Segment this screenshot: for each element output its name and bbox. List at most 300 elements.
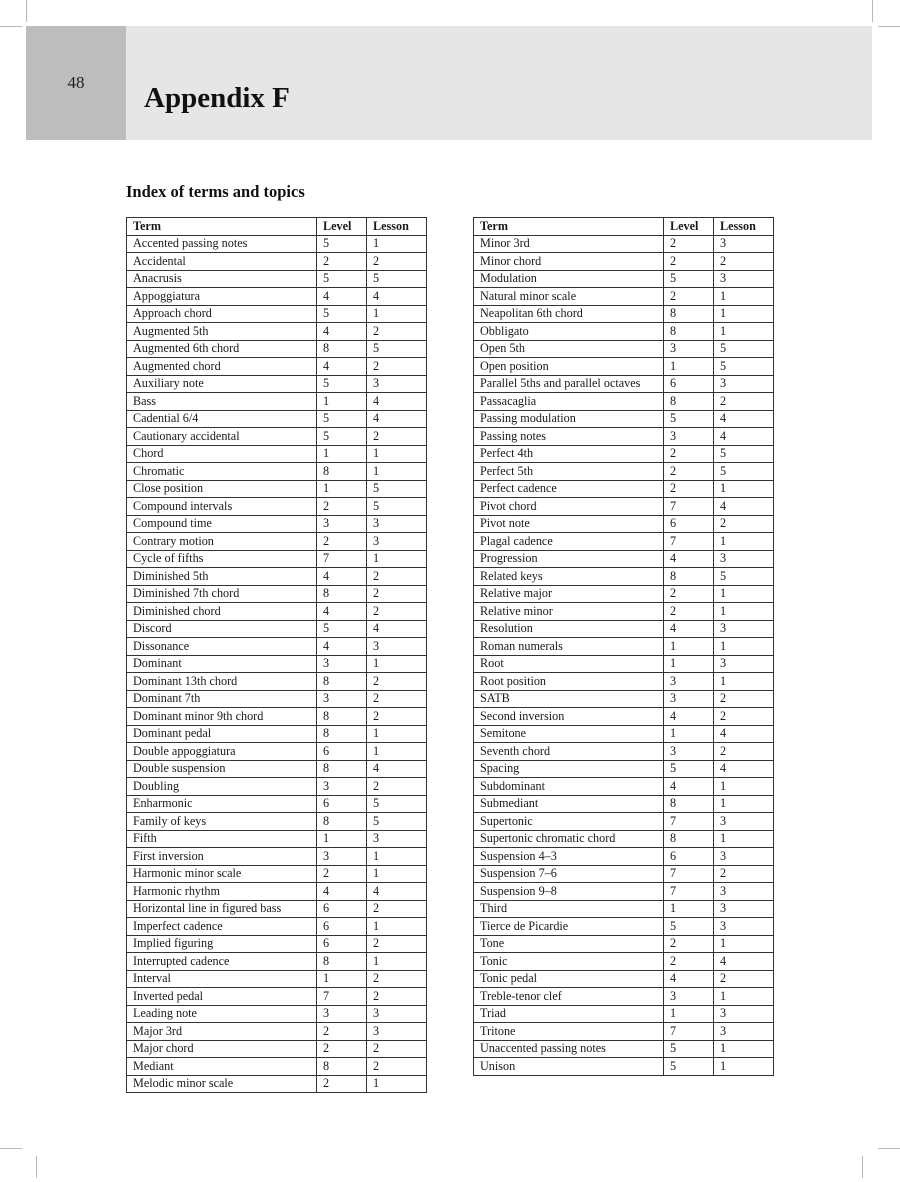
term-cell: Fifth: [127, 830, 317, 848]
lesson-cell: 1: [714, 673, 774, 691]
level-cell: 3: [317, 778, 367, 796]
table-row: [474, 760, 774, 778]
lesson-cell: 2: [714, 708, 774, 726]
level-cell: 4: [664, 620, 714, 638]
lesson-cell: 5: [367, 813, 427, 831]
table-row: [474, 830, 774, 848]
level-cell: 7: [664, 883, 714, 901]
level-cell: 4: [317, 883, 367, 901]
table-row: [127, 813, 427, 831]
level-cell: 1: [317, 445, 367, 463]
term-cell: Cadential 6/4: [127, 410, 317, 428]
crop-mark: [862, 1156, 863, 1178]
lesson-cell: 1: [714, 830, 774, 848]
table-row: [474, 340, 774, 358]
term-cell: Accidental: [127, 253, 317, 271]
term-cell: Double appoggiatura: [127, 743, 317, 761]
lesson-cell: 4: [714, 725, 774, 743]
lesson-cell: 4: [367, 410, 427, 428]
table-row: [127, 1075, 427, 1093]
term-cell: Major 3rd: [127, 1023, 317, 1041]
lesson-cell: 1: [714, 288, 774, 306]
level-cell: 5: [317, 375, 367, 393]
lesson-cell: 1: [714, 603, 774, 621]
level-cell: 1: [317, 830, 367, 848]
table-row: [474, 690, 774, 708]
level-cell: 8: [317, 463, 367, 481]
lesson-cell: 2: [367, 253, 427, 271]
term-cell: Diminished 7th chord: [127, 585, 317, 603]
level-cell: 1: [317, 393, 367, 411]
level-cell: 4: [664, 970, 714, 988]
term-cell: Root: [474, 655, 664, 673]
term-cell: Dominant minor 9th chord: [127, 708, 317, 726]
index-table-left: [126, 217, 427, 1093]
table-row: [474, 988, 774, 1006]
level-cell: 6: [317, 918, 367, 936]
column-header-term: Term: [474, 218, 664, 236]
term-cell: Dissonance: [127, 638, 317, 656]
term-cell: Interrupted cadence: [127, 953, 317, 971]
table-row: [127, 323, 427, 341]
term-cell: Semitone: [474, 725, 664, 743]
term-cell: Passing notes: [474, 428, 664, 446]
level-cell: 4: [317, 323, 367, 341]
table-row: [127, 638, 427, 656]
term-cell: Obbligato: [474, 323, 664, 341]
level-cell: 2: [317, 1040, 367, 1058]
lesson-cell: 3: [714, 550, 774, 568]
term-cell: Neapolitan 6th chord: [474, 305, 664, 323]
lesson-cell: 4: [714, 498, 774, 516]
lesson-cell: 1: [367, 743, 427, 761]
table-row: [127, 725, 427, 743]
level-cell: 8: [317, 1058, 367, 1076]
table-row: [474, 568, 774, 586]
table-row: [127, 463, 427, 481]
table-row: [127, 918, 427, 936]
lesson-cell: 1: [714, 585, 774, 603]
term-cell: Family of keys: [127, 813, 317, 831]
level-cell: 2: [317, 865, 367, 883]
term-cell: Unison: [474, 1058, 664, 1076]
term-cell: Augmented 5th: [127, 323, 317, 341]
table-row: [474, 953, 774, 971]
level-cell: 6: [317, 900, 367, 918]
level-cell: 1: [664, 358, 714, 376]
term-cell: Open 5th: [474, 340, 664, 358]
table-row: [127, 603, 427, 621]
level-cell: 2: [664, 288, 714, 306]
lesson-cell: 3: [714, 1023, 774, 1041]
lesson-cell: 5: [714, 358, 774, 376]
table-row: [127, 743, 427, 761]
level-cell: 5: [664, 1040, 714, 1058]
lesson-cell: 2: [367, 935, 427, 953]
level-cell: 3: [317, 848, 367, 866]
lesson-cell: 2: [367, 690, 427, 708]
level-cell: 6: [664, 848, 714, 866]
lesson-cell: 1: [714, 935, 774, 953]
term-cell: Pivot note: [474, 515, 664, 533]
header-band: [26, 26, 872, 140]
table-row: [474, 918, 774, 936]
table-row: [474, 813, 774, 831]
level-cell: 8: [664, 305, 714, 323]
table-row: [474, 725, 774, 743]
index-table-right-body: [474, 235, 774, 1075]
table-row: [127, 340, 427, 358]
table-row: [127, 585, 427, 603]
term-cell: Contrary motion: [127, 533, 317, 551]
table-row: [474, 673, 774, 691]
term-cell: Relative minor: [474, 603, 664, 621]
lesson-cell: 4: [367, 620, 427, 638]
level-cell: 3: [317, 1005, 367, 1023]
level-cell: 4: [664, 708, 714, 726]
term-cell: Triad: [474, 1005, 664, 1023]
lesson-cell: 2: [367, 585, 427, 603]
table-row: [474, 655, 774, 673]
crop-mark: [0, 1148, 22, 1149]
term-cell: Imperfect cadence: [127, 918, 317, 936]
term-cell: Minor chord: [474, 253, 664, 271]
table-row: [127, 760, 427, 778]
lesson-cell: 1: [714, 638, 774, 656]
level-cell: 7: [317, 550, 367, 568]
term-cell: Roman numerals: [474, 638, 664, 656]
lesson-cell: 2: [367, 358, 427, 376]
table-row: [474, 498, 774, 516]
table-row: [474, 515, 774, 533]
term-cell: Tierce de Picardie: [474, 918, 664, 936]
lesson-cell: 2: [367, 1058, 427, 1076]
lesson-cell: 3: [367, 1023, 427, 1041]
level-cell: 2: [664, 445, 714, 463]
table-row: [127, 568, 427, 586]
table-row: [127, 988, 427, 1006]
level-cell: 5: [317, 428, 367, 446]
table-row: [474, 848, 774, 866]
level-cell: 3: [664, 743, 714, 761]
lesson-cell: 5: [367, 480, 427, 498]
lesson-cell: 4: [714, 953, 774, 971]
lesson-cell: 1: [367, 655, 427, 673]
lesson-cell: 1: [367, 848, 427, 866]
term-cell: Close position: [127, 480, 317, 498]
table-row: [474, 883, 774, 901]
table-row: [474, 935, 774, 953]
table-row: [474, 270, 774, 288]
table-row: [127, 883, 427, 901]
lesson-cell: 4: [367, 288, 427, 306]
lesson-cell: 1: [367, 445, 427, 463]
table-row: [474, 1058, 774, 1076]
lesson-cell: 2: [367, 673, 427, 691]
table-row: [474, 393, 774, 411]
table-row: [127, 305, 427, 323]
term-cell: SATB: [474, 690, 664, 708]
table-row: [474, 708, 774, 726]
table-row: [474, 445, 774, 463]
term-cell: Melodic minor scale: [127, 1075, 317, 1093]
level-cell: 1: [664, 725, 714, 743]
lesson-cell: 2: [367, 970, 427, 988]
lesson-cell: 3: [367, 375, 427, 393]
lesson-cell: 1: [367, 1075, 427, 1093]
term-cell: Passing modulation: [474, 410, 664, 428]
table-row: [127, 445, 427, 463]
term-cell: Appoggiatura: [127, 288, 317, 306]
term-cell: Natural minor scale: [474, 288, 664, 306]
term-cell: First inversion: [127, 848, 317, 866]
table-row: [127, 533, 427, 551]
level-cell: 4: [317, 603, 367, 621]
section-title: Index of terms and topics: [126, 182, 305, 201]
level-cell: 2: [664, 253, 714, 271]
term-cell: Open position: [474, 358, 664, 376]
term-cell: Second inversion: [474, 708, 664, 726]
table-row: [127, 498, 427, 516]
lesson-cell: 2: [367, 603, 427, 621]
table-row: [474, 743, 774, 761]
lesson-cell: 1: [714, 533, 774, 551]
lesson-cell: 1: [714, 480, 774, 498]
lesson-cell: 2: [367, 568, 427, 586]
lesson-cell: 3: [714, 918, 774, 936]
lesson-cell: 3: [367, 515, 427, 533]
term-cell: Tonic pedal: [474, 970, 664, 988]
level-cell: 3: [317, 690, 367, 708]
lesson-cell: 5: [714, 445, 774, 463]
level-cell: 2: [664, 463, 714, 481]
column-header-level: Level: [317, 218, 367, 236]
level-cell: 3: [664, 988, 714, 1006]
lesson-cell: 1: [714, 305, 774, 323]
term-cell: Third: [474, 900, 664, 918]
lesson-cell: 2: [367, 708, 427, 726]
term-cell: Mediant: [127, 1058, 317, 1076]
level-cell: 8: [664, 830, 714, 848]
lesson-cell: 4: [367, 760, 427, 778]
table-row: [127, 708, 427, 726]
table-row: [127, 935, 427, 953]
level-cell: 6: [664, 375, 714, 393]
lesson-cell: 1: [714, 1058, 774, 1076]
level-cell: 3: [664, 340, 714, 358]
level-cell: 5: [317, 235, 367, 253]
table-row: [127, 235, 427, 253]
level-cell: 6: [317, 795, 367, 813]
crop-mark: [26, 0, 27, 22]
table-row: [474, 463, 774, 481]
term-cell: Spacing: [474, 760, 664, 778]
lesson-cell: 1: [367, 953, 427, 971]
level-cell: 3: [664, 428, 714, 446]
level-cell: 2: [317, 1075, 367, 1093]
crop-mark: [0, 26, 22, 27]
lesson-cell: 2: [367, 900, 427, 918]
table-row: [127, 970, 427, 988]
term-cell: Pivot chord: [474, 498, 664, 516]
term-cell: Perfect 4th: [474, 445, 664, 463]
term-cell: Supertonic chromatic chord: [474, 830, 664, 848]
table-row: [127, 620, 427, 638]
term-cell: Cautionary accidental: [127, 428, 317, 446]
lesson-cell: 4: [714, 760, 774, 778]
level-cell: 2: [317, 253, 367, 271]
lesson-cell: 2: [367, 988, 427, 1006]
lesson-cell: 3: [714, 655, 774, 673]
lesson-cell: 5: [367, 270, 427, 288]
lesson-cell: 1: [714, 795, 774, 813]
lesson-cell: 1: [714, 323, 774, 341]
lesson-cell: 5: [714, 463, 774, 481]
column-header-level: Level: [664, 218, 714, 236]
table-row: [127, 480, 427, 498]
term-cell: Double suspension: [127, 760, 317, 778]
lesson-cell: 3: [714, 620, 774, 638]
level-cell: 8: [664, 795, 714, 813]
term-cell: Submediant: [474, 795, 664, 813]
term-cell: Treble-tenor clef: [474, 988, 664, 1006]
lesson-cell: 2: [714, 393, 774, 411]
table-row: [127, 358, 427, 376]
term-cell: Discord: [127, 620, 317, 638]
term-cell: Harmonic minor scale: [127, 865, 317, 883]
term-cell: Auxiliary note: [127, 375, 317, 393]
level-cell: 5: [317, 270, 367, 288]
level-cell: 8: [317, 708, 367, 726]
term-cell: Related keys: [474, 568, 664, 586]
table-row: [474, 305, 774, 323]
table-row: [474, 550, 774, 568]
lesson-cell: 1: [714, 988, 774, 1006]
level-cell: 1: [664, 1005, 714, 1023]
lesson-cell: 2: [367, 778, 427, 796]
term-cell: Modulation: [474, 270, 664, 288]
table-row: [474, 603, 774, 621]
term-cell: Enharmonic: [127, 795, 317, 813]
term-cell: Unaccented passing notes: [474, 1040, 664, 1058]
table-row: [127, 253, 427, 271]
table-row: [127, 795, 427, 813]
lesson-cell: 2: [714, 865, 774, 883]
table-row: [127, 1040, 427, 1058]
lesson-cell: 2: [714, 515, 774, 533]
term-cell: Inverted pedal: [127, 988, 317, 1006]
table-row: [474, 1040, 774, 1058]
lesson-cell: 5: [367, 340, 427, 358]
term-cell: Interval: [127, 970, 317, 988]
term-cell: Chromatic: [127, 463, 317, 481]
level-cell: 1: [317, 480, 367, 498]
lesson-cell: 2: [367, 428, 427, 446]
level-cell: 6: [317, 743, 367, 761]
table-row: [474, 235, 774, 253]
level-cell: 2: [664, 935, 714, 953]
column-header-lesson: Lesson: [367, 218, 427, 236]
page-number: 48: [26, 26, 126, 140]
table-row: [127, 428, 427, 446]
lesson-cell: 3: [714, 848, 774, 866]
table-row: [474, 253, 774, 271]
table-row: [474, 1023, 774, 1041]
table-row: [127, 900, 427, 918]
level-cell: 8: [317, 813, 367, 831]
table-row: [474, 358, 774, 376]
term-cell: Suspension 7–6: [474, 865, 664, 883]
table-row: [127, 270, 427, 288]
lesson-cell: 1: [367, 463, 427, 481]
term-cell: Tritone: [474, 1023, 664, 1041]
lesson-cell: 3: [367, 533, 427, 551]
term-cell: Harmonic rhythm: [127, 883, 317, 901]
table-row: [474, 620, 774, 638]
lesson-cell: 5: [367, 795, 427, 813]
term-cell: Horizontal line in figured bass: [127, 900, 317, 918]
term-cell: Augmented 6th chord: [127, 340, 317, 358]
term-cell: Approach chord: [127, 305, 317, 323]
crop-mark: [36, 1156, 37, 1178]
table-row: [474, 900, 774, 918]
term-cell: Plagal cadence: [474, 533, 664, 551]
lesson-cell: 4: [367, 393, 427, 411]
term-cell: Progression: [474, 550, 664, 568]
level-cell: 7: [664, 865, 714, 883]
lesson-cell: 3: [714, 270, 774, 288]
lesson-cell: 4: [714, 428, 774, 446]
level-cell: 7: [664, 533, 714, 551]
term-cell: Seventh chord: [474, 743, 664, 761]
term-cell: Diminished chord: [127, 603, 317, 621]
level-cell: 1: [317, 970, 367, 988]
lesson-cell: 2: [714, 743, 774, 761]
level-cell: 5: [317, 305, 367, 323]
crop-mark: [878, 1148, 900, 1149]
lesson-cell: 3: [714, 883, 774, 901]
lesson-cell: 2: [714, 690, 774, 708]
table-header-row: [474, 218, 774, 236]
table-row: [127, 288, 427, 306]
lesson-cell: 2: [714, 253, 774, 271]
level-cell: 2: [317, 533, 367, 551]
term-cell: Parallel 5ths and parallel octaves: [474, 375, 664, 393]
term-cell: Major chord: [127, 1040, 317, 1058]
page-title: Appendix F: [144, 82, 290, 114]
level-cell: 7: [664, 813, 714, 831]
level-cell: 2: [664, 953, 714, 971]
table-row: [474, 1005, 774, 1023]
term-cell: Dominant pedal: [127, 725, 317, 743]
term-cell: Anacrusis: [127, 270, 317, 288]
table-row: [474, 428, 774, 446]
table-row: [474, 533, 774, 551]
term-cell: Suspension 4–3: [474, 848, 664, 866]
level-cell: 1: [664, 638, 714, 656]
table-row: [127, 1023, 427, 1041]
term-cell: Compound time: [127, 515, 317, 533]
lesson-cell: 2: [367, 1040, 427, 1058]
level-cell: 6: [664, 515, 714, 533]
term-cell: Resolution: [474, 620, 664, 638]
level-cell: 2: [317, 1023, 367, 1041]
term-cell: Accented passing notes: [127, 235, 317, 253]
term-cell: Perfect cadence: [474, 480, 664, 498]
level-cell: 8: [317, 760, 367, 778]
level-cell: 5: [317, 620, 367, 638]
table-row: [127, 375, 427, 393]
